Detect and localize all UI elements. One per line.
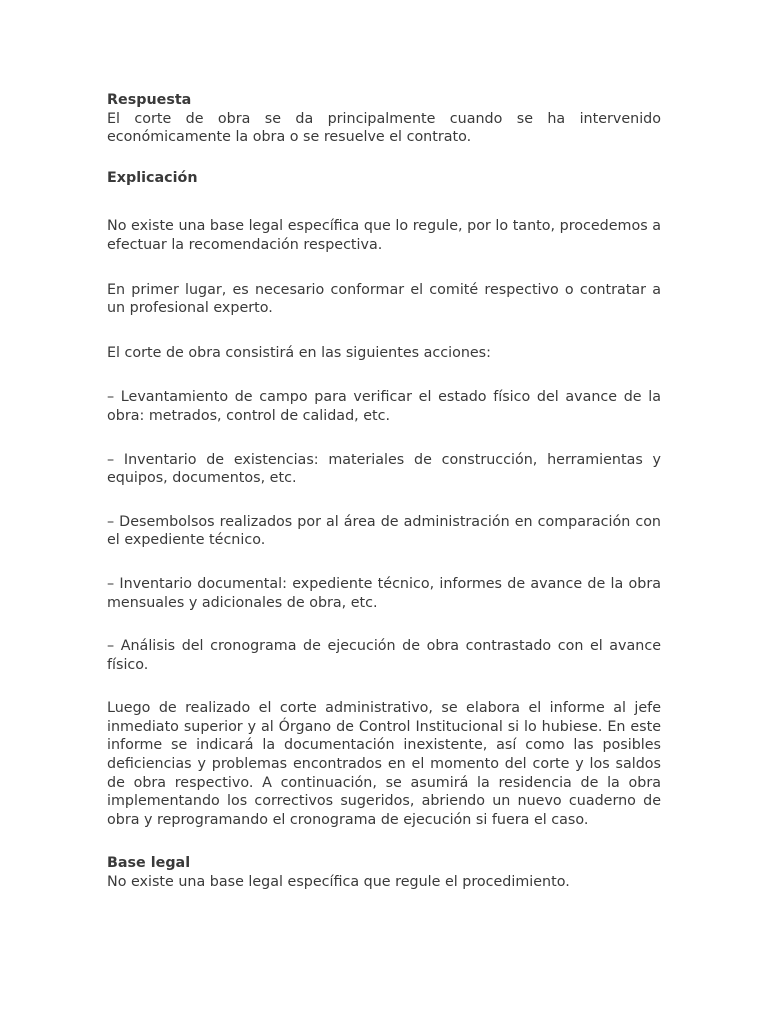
document-page: [107, 91, 661, 892]
action-item-1: – Levantamiento de campo para verificar el estado físico del avance de la obra: metrados, control de calidad, etc.: [107, 389, 661, 424]
action-item-2: – Inventario de existencias: materiales de construcción, herramientas y equipos, documentos, etc.: [107, 451, 661, 487]
explicacion-heading: Explicación: [107, 169, 198, 186]
action-item-4: – Inventario documental: expediente técnico, informes de avance de la obra mensuales y adicionales de obra, etc.: [107, 575, 661, 611]
action-item-5: – Análisis del cronograma de ejecución de obra contrastado con el avance físico.: [107, 638, 661, 673]
explicacion-closing-paragraph: Luego de realizado el corte administrativo, se elabora el informe al jefe inmediato superior y al Órgano de Control Institucional si lo hubiese. En este informe se indicará la documentación inexistente, así como las posibles deficiencias y problemas encontrados en el momento del corte y los saldos de obra respectivo. A continuación, se asumirá la residencia de la obra implementando los correctivos sugeridos, abriendo un nuevo cuaderno de obra y reprogramando el cronograma de ejecución si fuera el caso.: [107, 700, 661, 828]
respuesta-text: El corte de obra se da principalmente cuando se ha intervenido económicamente la obra o se resuelve el contrato.: [107, 110, 661, 146]
explicacion-paragraph-2: En primer lugar, es necesario conformar el comité respectivo o contratar a un profesional experto.: [107, 281, 661, 317]
base-legal-heading: Base legal: [107, 855, 191, 872]
respuesta-heading: Respuesta: [107, 92, 192, 108]
explicacion-paragraph-3: El corte de obra consistirá en las siguientes acciones:: [107, 344, 491, 361]
base-legal-text: No existe una base legal específica que regule el procedimiento.: [107, 874, 570, 891]
action-item-3: – Desembolsos realizados por al área de administración en comparación con el expediente técnico.: [107, 513, 661, 549]
explicacion-paragraph-1: No existe una base legal específica que lo regule, por lo tanto, procedemos a efectuar la recomendación respectiva.: [107, 218, 661, 253]
